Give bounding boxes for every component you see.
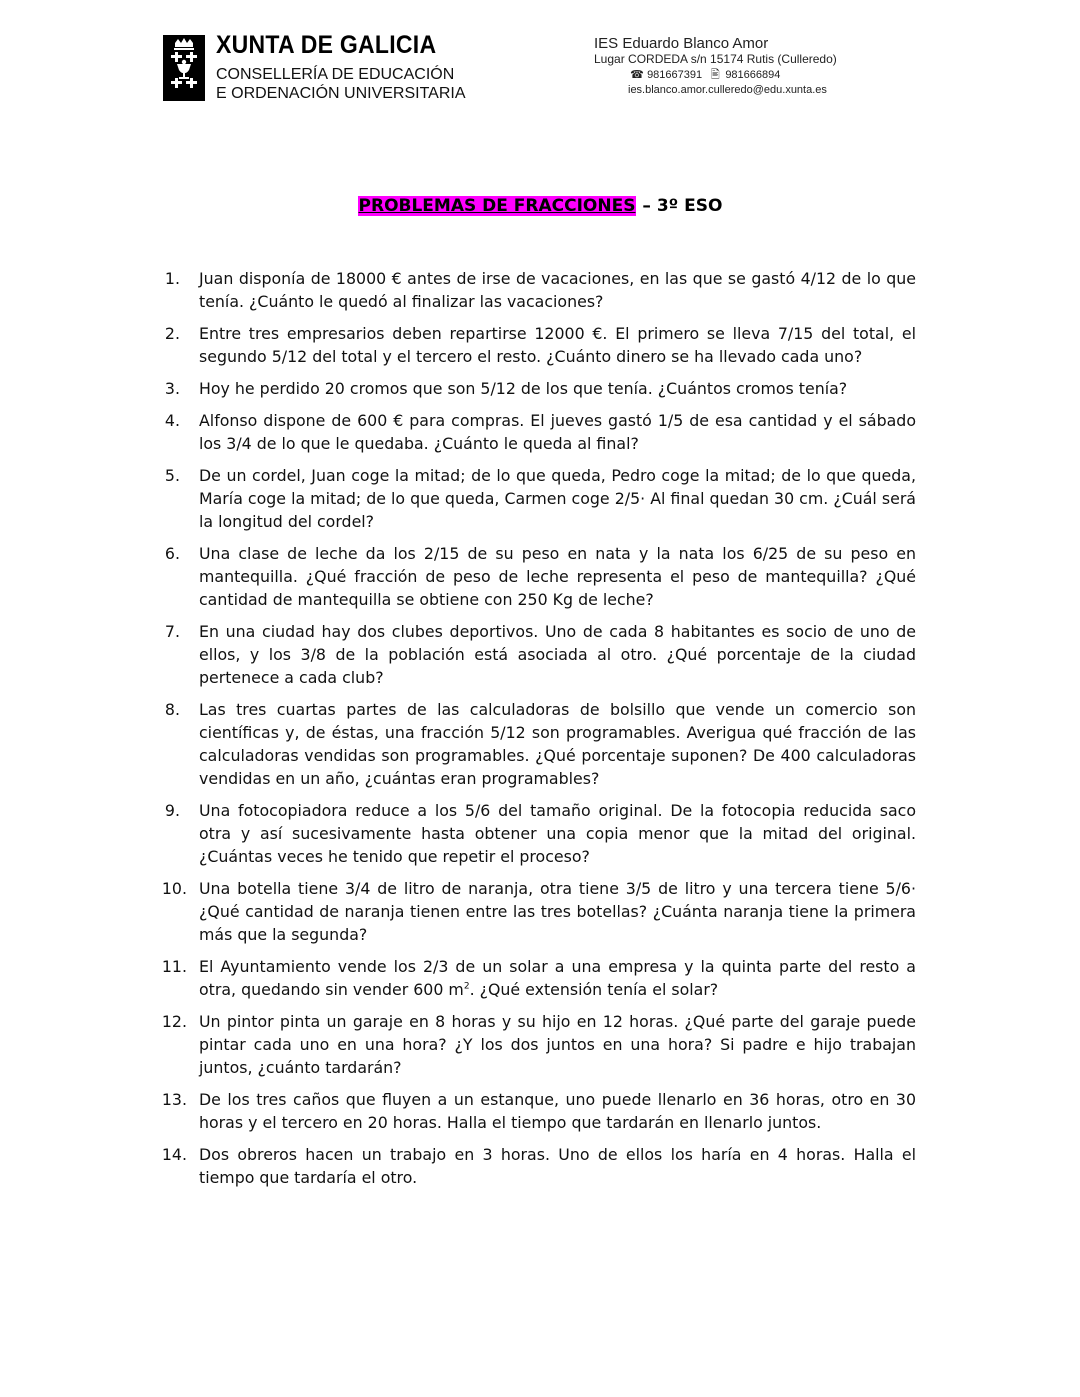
problem-list: [160, 267, 916, 1198]
list-item: [160, 698, 916, 790]
list-item: [160, 620, 916, 689]
school-address: Lugar CORDEDA s/n 15174 Rutis (Culleredo): [594, 52, 837, 66]
problem-number: 8.: [164, 700, 180, 719]
problem-number: 1.: [164, 269, 180, 288]
problem-text: De un cordel, Juan coge la mitad; de lo que queda, Pedro coge la mitad; de lo que queda, María coge la mitad; de lo que queda, Carmen coge 2/5· Al final quedan 30 cm. ¿Cuál será la longitud del cordel?: [199, 466, 916, 531]
title-highlighted: PROBLEMAS DE FRACCIONES: [358, 196, 636, 216]
school-name: IES Eduardo Blanco Amor: [594, 35, 769, 52]
problem-text: En una ciudad hay dos clubes deportivos. Uno de cada 8 habitantes es socio de uno de ellos, y los 3/8 de la población está asociada al otro. ¿Qué porcentaje de la ciudad pertenece a cada club?: [199, 622, 916, 687]
problem-text: Hoy he perdido 20 cromos que son 5/12 de los que tenía. ¿Cuántos cromos tenía?: [199, 379, 848, 398]
problem-number: 13.: [161, 1090, 187, 1109]
school-email: ies.blanco.amor.culleredo@edu.xunta.es: [628, 84, 827, 96]
list-item: [160, 542, 916, 611]
problem-text: Entre tres empresarios deben repartirse 12000 €. El primero se lleva 7/15 del total, el segundo 5/12 del total y el tercero el resto. ¿Cuánto dinero se ha llevado cada uno?: [199, 324, 916, 366]
list-item: [160, 1088, 916, 1134]
problem-number: 7.: [164, 622, 180, 641]
list-item: [160, 377, 916, 400]
problem-number: 14.: [161, 1145, 187, 1164]
problem-number: 2.: [164, 324, 180, 343]
list-item: [160, 267, 916, 313]
problem-number: 9.: [164, 801, 180, 820]
list-item: [160, 955, 916, 1001]
title-course: – 3º ESO: [636, 196, 723, 216]
problem-text: [199, 957, 916, 999]
page-title: [0, 196, 1080, 216]
problem-number: 5.: [164, 466, 180, 485]
problem-text: Alfonso dispone de 600 € para compras. El jueves gastó 1/5 de esa cantidad y el sábado los 3/4 de lo que le quedaba. ¿Cuánto le queda al final?: [199, 411, 916, 453]
problem-number: 11.: [161, 957, 187, 976]
problem-text: Una botella tiene 3/4 de litro de naranja, otra tiene 3/5 de litro y una tercera tiene 5/6· ¿Qué cantidad de naranja tienen entre las tres botellas? ¿Cuánta naranja tiene la primera más que la segunda?: [199, 879, 916, 944]
fax-icon: 🖹: [710, 69, 720, 81]
school-phone: 981667391: [647, 69, 703, 81]
problem-number: 10.: [161, 879, 187, 898]
superscript: 2: [463, 981, 470, 992]
problem-number: 4.: [164, 411, 180, 430]
list-item: [160, 1010, 916, 1079]
logo-title: XUNTA DE GALICIA: [216, 31, 437, 59]
list-item: [160, 799, 916, 868]
school-contact-numbers: [630, 67, 837, 83]
logo-subtitle-line1: CONSELLERÍA DE EDUCACIÓN: [216, 66, 455, 83]
list-item: [160, 322, 916, 368]
xunta-logo: [163, 31, 466, 103]
problem-number: 6.: [164, 544, 180, 563]
telephone-icon: ☎: [630, 69, 644, 81]
problem-number: 12.: [161, 1012, 187, 1031]
problem-text-before: El Ayuntamiento vende los 2/3 de un solar a una empresa y la quinta parte del resto a otra, quedando sin vender 600 m: [199, 957, 916, 999]
list-item: [160, 409, 916, 455]
problem-text: Un pintor pinta un garaje en 8 horas y su hijo en 12 horas. ¿Qué parte del garaje puede pintar cada uno en una hora? ¿Y los dos juntos en una hora? Si padre e hijo trabajan juntos, ¿cuánto tardarán?: [199, 1012, 916, 1077]
logo-subtitle-line2: E ORDENACIÓN UNIVERSITARIA: [216, 85, 466, 102]
problem-text: Juan disponía de 18000 € antes de irse de vacaciones, en las que se gastó 4/12 de lo que tenía. ¿Cuánto le quedó al finalizar las vacaciones?: [199, 269, 916, 311]
list-item: [160, 464, 916, 533]
problem-text: Dos obreros hacen un trabajo en 3 horas. Uno de ellos los haría en 4 horas. Halla el tiempo que tardaría el otro.: [199, 1145, 916, 1187]
problem-text: Las tres cuartas partes de las calculadoras de bolsillo que vende un comercio son científicas y, de éstas, una fracción 5/12 son programables. Averigua qué fracción de las calculadoras vendidas son programables. ¿Qué porcentaje suponen? De 400 calculadoras vendidas en un año, ¿cuántas eran programables?: [199, 700, 916, 788]
problem-text-after: . ¿Qué extensión tenía el solar?: [469, 980, 719, 999]
galicia-coat-of-arms-icon: [163, 35, 205, 101]
school-fax: 981666894: [725, 69, 781, 81]
list-item: [160, 1143, 916, 1189]
problem-number: 3.: [164, 379, 180, 398]
problem-text: Una fotocopiadora reduce a los 5/6 del tamaño original. De la fotocopia reducida saco otra y así sucesivamente hasta obtener una copia menor que la mitad del original. ¿Cuántas veces he tenido que repetir el proceso?: [199, 801, 916, 866]
problem-text: Una clase de leche da los 2/15 de su peso en nata y la nata los 6/25 de su peso en mantequilla. ¿Qué fracción de peso de leche representa el peso de mantequilla? ¿Qué cantidad de mantequilla se obtiene con 250 Kg de leche?: [199, 544, 916, 609]
problem-text: De los tres caños que fluyen a un estanque, uno puede llenarlo en 36 horas, otro en 30 horas y el tercero en 20 horas. Halla el tiempo que tardarán en llenarlo juntos.: [199, 1090, 916, 1132]
list-item: [160, 877, 916, 946]
school-info: [594, 35, 837, 97]
